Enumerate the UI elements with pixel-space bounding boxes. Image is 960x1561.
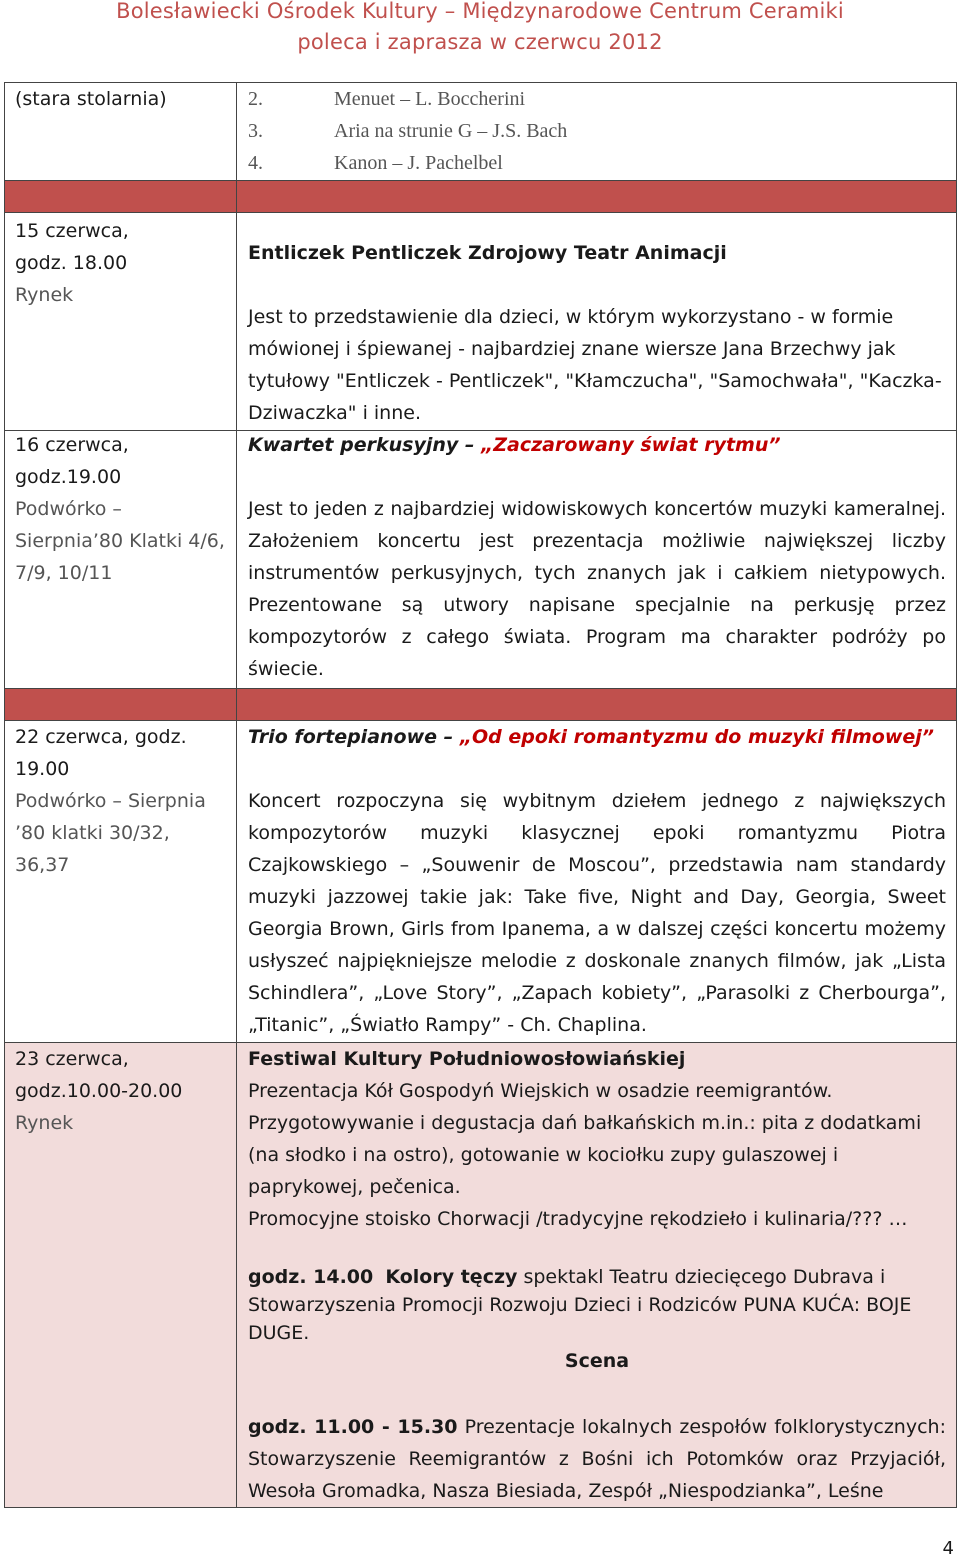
event-datetime [15,215,229,311]
column-divider [236,431,237,688]
table-row-event [4,212,957,430]
event-time: godz. 18.00 [15,252,128,274]
table-row-event [4,720,957,1042]
event-description: Jest to przedstawienie dla dzieci, w którym wykorzystano - w formie mówionej i śpiewanej - najbardziej znane wiersze Jana Brzechwy jak tytułowy "Entliczek - Pentliczek", "Kłamczucha", "Samochwała", "Kaczka-Dziwaczka" i inne. [248,306,942,424]
column-divider [236,213,237,430]
event-folklore: godz. 11.00 - 15.30 Prezentacje lokalnych zespołów folklorystycznych: Stowarzyszenie Reemigrantów z Bośni ich Potomków oraz Przyjaciół, Wesoła Gromadka, Nasza Biesiada, Zespół „Niespodzianka”, Leśne [248,1416,946,1502]
program-item: 2. Menuet – L. Boccherini [248,88,526,110]
event-date: 15 czerwca, [15,220,129,242]
event-place: Podwórko – Sierpnia ’80 klatki 30/32, 36,37 [15,790,206,876]
stage-heading: Scena [564,1350,630,1372]
place-cell: (stara stolarnia) [15,88,167,110]
event-time: godz.10.00-20.00 [15,1080,183,1102]
event-line: Prezentacja Kół Gospodyń Wiejskich w osadzie reemigrantów. [248,1080,833,1102]
event-description: Koncert rozpoczyna się wybitnym dziełem jednego z największych kompozytorów muzyki klasycznej epoki romantyzmu Piotra Czajkowskiego – „Souwenir de Moscou”, przedstawia nam standardy muzyki jazzowej takie jak: Take five, Night and Day, Georgia, Sweet Georgia Brown, Girls from Ipanema, a w dalszej części koncertu możemy usłyszeć najpiękniejsze melodie z doskonale znanych filmów, jak „Lista Schindlera”, „Love Story”, „Zapach kobiety”, „Parasolki z Cherbourga”, „Titanic”, „Światło Rampy” - Ch. Chaplina. [248,790,946,1036]
page-number: 4 [942,1538,954,1559]
event-datetime [15,721,229,881]
event-time: godz.19.00 [15,466,122,488]
event-line: Przygotowywanie i degustacja dań bałkańskich m.in.: pita z dodatkami (na słodko i na ostro), gotowanie w kociołku zupy gulaszowej i paprykowej, pečenica. [248,1112,922,1198]
event-title: Kwartet perkusyjny – „Zaczarowany świat rytmu” [248,434,781,456]
event-body [248,429,946,685]
event-place: Rynek [15,284,74,306]
event-date: 23 czerwca, [15,1048,129,1070]
program-item: 4. Kanon – J. Pachelbel [248,152,503,174]
column-divider [236,721,237,1042]
event-place: Rynek [15,1112,74,1134]
column-divider [236,83,237,180]
table-separator [4,180,957,212]
program-item: 3. Aria na strunie G – J.S. Bach [248,120,568,142]
event-title: Trio fortepianowe – „Od epoki romantyzmu do muzyki filmowej” [248,726,935,748]
table-separator [4,688,957,720]
column-divider [236,181,237,212]
program-list [248,83,946,179]
event-place: Podwórko – Sierpnia’80 Klatki 4/6, 7/9, 10/11 [15,498,225,584]
table-row-event [4,430,957,688]
header-line-1: Bolesławiecki Ośrodek Kultury – Międzynarodowe Centrum Ceramiki [116,0,844,23]
event-title: Festiwal Kultury Południowosłowiańskiej [248,1048,686,1070]
event-body [248,1043,946,1507]
event-date: 16 czerwca, [15,434,129,456]
header-line-2: poleca i zaprasza w czerwcu 2012 [297,30,663,54]
event-line: Promocyjne stoisko Chorwacji /tradycyjne rękodzieło i kulinaria/??? … [248,1208,908,1230]
event-title: Entliczek Pentliczek Zdrojowy Teatr Animacji [248,242,727,264]
table-row-event [4,1042,957,1508]
event-body [248,721,946,1041]
column-divider [236,1043,237,1507]
event-date: 22 czerwca, godz. 19.00 [15,726,187,780]
table-row-program [4,82,957,180]
event-body [248,237,946,429]
event-datetime [15,1043,229,1139]
column-divider [236,689,237,720]
event-performance: godz. 14.00 Kolory tęczy spektakl Teatru dziecięcego Dubrava i Stowarzyszenia Promocji Rozwoju Dzieci i Rodziców PUNA KUĆA: BOJE DUGE. [248,1266,912,1344]
event-description: Jest to jeden z najbardziej widowiskowych koncertów muzyki kameralnej. Założeniem koncertu jest prezentacja możliwie największej liczby instrumentów perkusyjnych, tych znanych jak i całkiem nietypowych. Prezentowane są utwory napisane specjalnie na perkusję przez kompozytorów z całego świata. Program ma charakter podróży po świecie. [248,498,946,680]
event-datetime [15,429,229,589]
